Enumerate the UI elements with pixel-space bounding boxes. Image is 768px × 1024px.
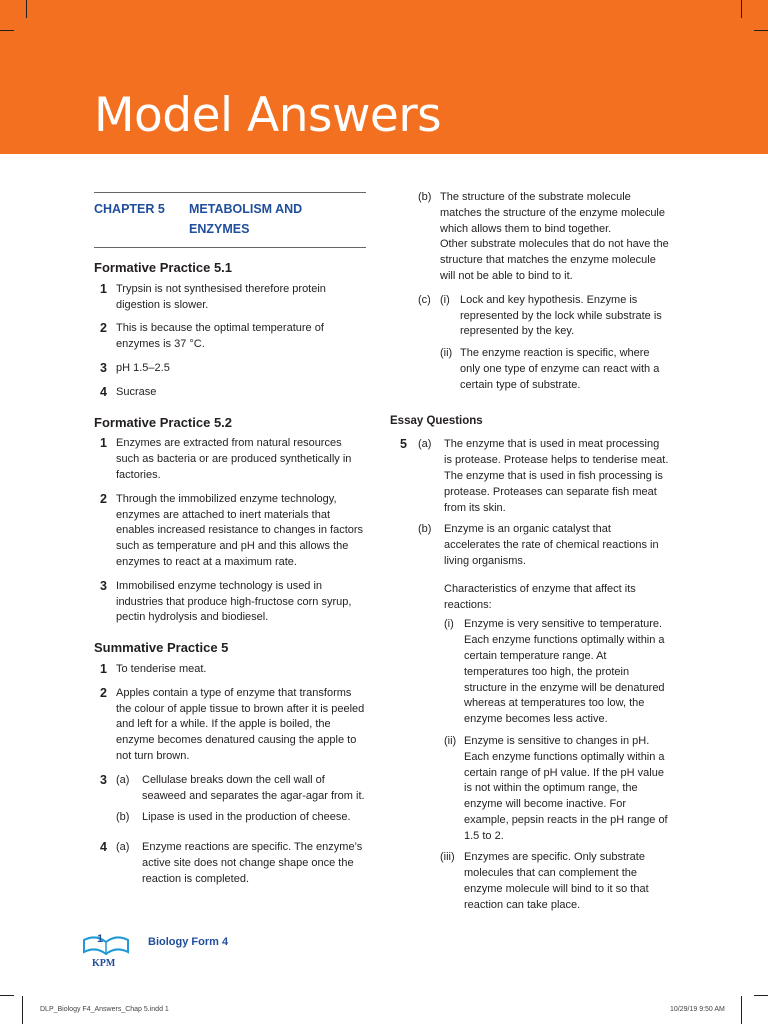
chapter-heading: [94, 192, 366, 248]
section-heading-fp51: Formative Practice 5.1: [94, 260, 233, 275]
list-item: 2 Through the immobilized enzyme technology, enzymes are attached to inert materials that enables increased resistance to changes in factors such as temperature and pH and this allows the enzymes to react at a maximum rate.: [100, 491, 364, 568]
chapter-title: METABOLISM AND ENZYMES: [189, 202, 303, 236]
file-slug: DLP_Biology F4_Answers_Chap 5.indd 1: [40, 1006, 169, 1013]
answer-4c: (c) (i) Lock and key hypothesis. Enzyme is represented by the lock while substrate is represented by the key. (ii) The enzyme reaction is specific, where only one type of enzyme can react with a certain type of substrate.: [418, 293, 662, 391]
list-item: 1 Trypsin is not synthesised therefore protein digestion is slower.: [100, 281, 326, 311]
crop-mark: [0, 995, 14, 996]
list-item: 1 Enzymes are extracted from natural resources such as bacteria or are produced synthetically in factories.: [100, 436, 352, 481]
date-slug: 10/29/19 9:50 AM: [670, 1006, 725, 1013]
answer-4b: (b) The structure of the substrate molecule matches the structure of the enzyme molecule which allows them to bind together. Other substrate molecules that do not have the structure that matches the enzyme molecule will not be able to bind to it.: [418, 191, 669, 282]
list-item: 1 To tenderise meat.: [100, 661, 207, 676]
right-column: [390, 190, 670, 934]
footer-subject: Biology Form 4: [148, 936, 229, 948]
crop-mark: [22, 996, 23, 1024]
section-heading-essay: Essay Questions: [390, 414, 483, 427]
section-heading-sp5: Summative Practice 5: [94, 640, 229, 656]
list-item: 3 Immobilised enzyme technology is used in industries that produce high-fructose corn syrup, pectin hydrolysis and biodiesel.: [100, 578, 352, 624]
crop-mark: [754, 995, 768, 996]
crop-mark: [26, 0, 27, 18]
crop-mark: [0, 30, 14, 31]
list-item: 4 Sucrase: [100, 384, 157, 399]
header-banner: [0, 0, 768, 154]
list-item: 2 Apples contain a type of enzyme that transforms the colour of apple tissue to brown after it is peeled and left for a while. If the apple is boiled, the enzyme becomes denatured causing the apple to not turn brown.: [100, 685, 365, 762]
list-item: 3 (a) Cellulase breaks down the cell wall of seaweed and separates the agar-agar from it. (b) Lipase is used in the production of cheese.: [100, 772, 365, 824]
crop-mark: [741, 996, 742, 1024]
left-column: [94, 192, 366, 902]
page-number: 1: [97, 933, 104, 945]
list-item: 4 (a) Enzyme reactions are specific. The enzyme’s active site does not change shape once the reaction is completed.: [100, 840, 363, 885]
kpm-logo-icon: [80, 928, 132, 970]
section-heading-fp52: Formative Practice 5.2: [94, 414, 233, 430]
publisher-name: KPM: [92, 958, 116, 969]
list-item: 2 This is because the optimal temperature of enzymes is 37 °C.: [100, 321, 324, 351]
crop-mark: [741, 0, 742, 18]
essay-item-5: 5 (a) The enzyme that is used in meat processing is protease. Protease helps to tenderise meat. The enzyme that is used in fish processing is protease. Proteases can separate fish meat from its skin. (b) Enzyme is an organic catalyst that accelerates the rate of chemical reactions in living organisms. Characteristics of enzyme that affect its reactions: (i) Enzyme is very sensitive to temperature. Each enzyme functions optimally within a certain temperature range. At temperatures too high, the protein structure in the enzyme will be denatured whereas at temperatures too low, the enzyme becomes less active. (ii) Enzyme is sensitive to changes in pH. Each enzyme functions optimally within a certain range of pH value. If the pH value is not within the optimum range, the enzyme will become inactive. For example, pepsin reacts in the pH range of 1.5 to 2. (iii) Enzymes are specific. Only substrate molecules that can complement the enzyme molecule will bind to it so that reaction can take place.: [400, 437, 669, 911]
chapter-number: CHAPTER 5: [94, 202, 165, 216]
page-title: Model Answers: [94, 88, 442, 143]
crop-mark: [754, 30, 768, 31]
list-item: 3 pH 1.5–2.5: [100, 360, 170, 375]
